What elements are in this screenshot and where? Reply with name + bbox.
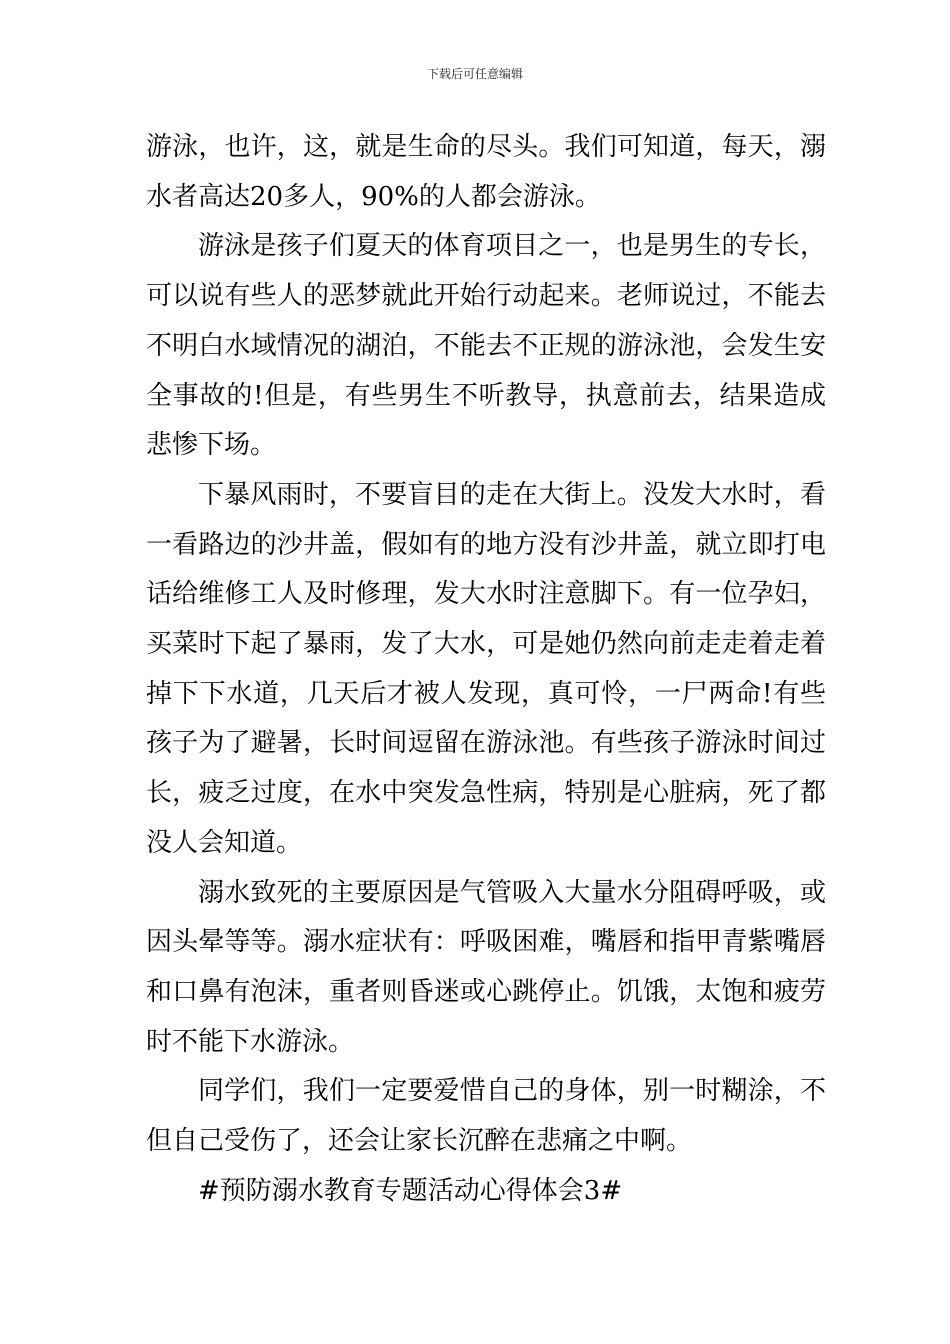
document-body bbox=[146, 123, 826, 1216]
page-header-note: 下载后可任意编辑 bbox=[426, 67, 523, 81]
paragraph: 同学们，我们一定要爱惜自己的身体，别一时糊涂，不但自己受伤了，还会让家长沉醉在悲痛之中啊。 bbox=[146, 1076, 826, 1157]
paragraph: 下暴风雨时，不要盲目的走在大街上。没发大水时，看一看路边的沙井盖，假如有的地方没有沙井盖，就立即打电话给维修工人及时修理，发大水时注意脚下。有一位孕妇，买菜时下起了暴雨，发了大水，可是她仍然向前走走着走着掉下下水道，几天后才被人发现，真可怜，一尸两命!有些孩子为了避暑，长时间逗留在游泳池。有些孩子游泳时间过长，疲乏过度，在水中突发急性病，特别是心脏病，死了都没人会知道。 bbox=[146, 479, 826, 858]
paragraph: 溺水致死的主要原因是气管吸入大量水分阻碍呼吸，或因头晕等等。溺水症状有：呼吸困难，嘴唇和指甲青紫嘴唇和口鼻有泡沫，重者则昏迷或心跳停止。饥饿，太饱和疲劳时不能下水游泳。 bbox=[146, 877, 826, 1057]
paragraph: 游泳是孩子们夏天的体育项目之一，也是男生的专长，可以说有些人的恶梦就此开始行动起来。老师说过，不能去不明白水域情况的湖泊，不能去不正规的游泳池，会发生安全事故的!但是，有些男生不听教导，执意前去，结果造成悲惨下场。 bbox=[146, 231, 826, 461]
paragraph-continuation: 游泳，也许，这，就是生命的尽头。我们可知道，每天，溺水者高达20多人，90%的人都会游泳。 bbox=[146, 132, 826, 212]
section-heading: #预防溺水教育专题活动心得体会3# bbox=[198, 1175, 623, 1206]
